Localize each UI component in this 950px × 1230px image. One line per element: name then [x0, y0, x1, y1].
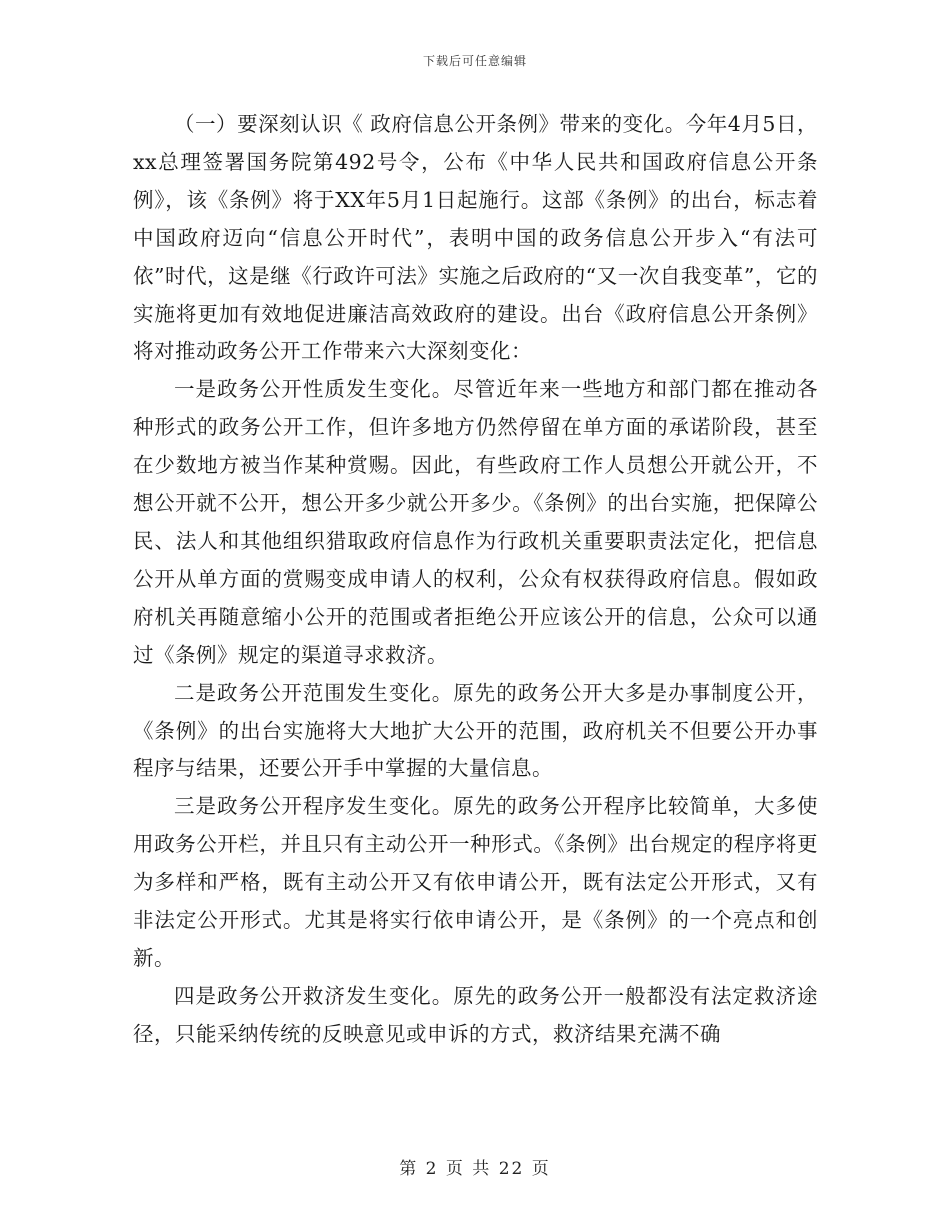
- paragraph-procedure-change: 三是政务公开程序发生变化。原先的政务公开程序比较简单，大多使用政务公开栏，并且只有主动公开一种形式。《条例》出台规定的程序将更为多样和严格，既有主动公开又有依申请公开，既有法定公开形式，又有非法定公开形式。尤其是将实行依申请公开，是《条例》的一个亮点和创新。: [133, 794, 818, 970]
- paragraph-remedy-change: 四是政务公开救济发生变化。原先的政务公开一般都没有法定救济途径，只能采纳传统的反映意见或申诉的方式，救济结果充满不确: [133, 983, 818, 1046]
- paragraph-scope-change: 二是政务公开范围发生变化。原先的政务公开大多是办事制度公开，《条例》的出台实施将大大地扩大公开的范围，政府机关不但要公开办事程序与结果，还要公开手中掌握的大量信息。: [133, 680, 818, 781]
- page-header: 下载后可任意编辑: [422, 54, 527, 68]
- paragraph-intro: （一）要深刻认识《 政府信息公开条例》带来的变化。今年4月5日，xx总理签署国务院第492号令，公布《中华人民共和国政府信息公开条例》，该《条例》将于XX年5月1日起施行。这部《条例》的出台，标志着中国政府迈向“信息公开时代”，表明中国的政务信息公开步入“有法可依”时代，这是继《行政许可法》实施之后政府的“又一次自我变革”，它的实施将更加有效地促进廉洁高效政府的建设。出台《政府信息公开条例》将对推动政务公开工作带来六大深刻变化：: [133, 112, 818, 364]
- paragraph-nature-change: 一是政务公开性质发生变化。尽管近年来一些地方和部门都在推动各种形式的政务公开工作，但许多地方仍然停留在单方面的承诺阶段，甚至在少数地方被当作某种赏赐。因此，有些政府工作人员想公开就公开，不想公开就不公开，想公开多少就公开多少。《条例》的出台实施，把保障公民、法人和其他组织猎取政府信息作为行政机关重要职责法定化，把信息公开从单方面的赏赐变成申请人的权利，公众有权获得政府信息。假如政府机关再随意缩小公开的范围或者拒绝公开应该公开的信息，公众可以通过《条例》规定的渠道寻求救济。: [133, 377, 818, 667]
- document-body: [133, 106, 818, 1054]
- page-number-footer: 第 2 页 共 22 页: [399, 1159, 551, 1179]
